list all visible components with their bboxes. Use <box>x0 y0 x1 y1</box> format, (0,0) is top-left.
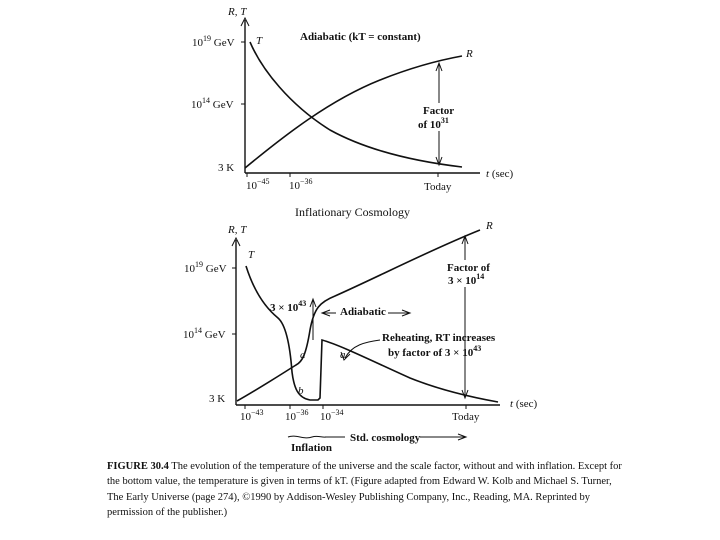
bottom-inflation-wave <box>288 436 326 438</box>
bottom-T-label: T <box>248 249 255 261</box>
bottom-adiabatic-label: Adiabatic <box>340 306 386 318</box>
top-x-tick-1-label: $10^{-45}$ <box>246 177 270 192</box>
bottom-marker-a2: a <box>340 349 346 361</box>
bottom-chart <box>183 220 538 454</box>
figure-caption <box>107 459 627 521</box>
bottom-R-label: R <box>486 220 493 232</box>
top-chart <box>191 6 514 193</box>
bottom-marker-a1: a <box>300 349 306 361</box>
top-factor-line2: of $10^{31}$ <box>418 116 449 131</box>
top-T-label: T <box>256 35 263 47</box>
bottom-factor-line2: $3 \times 10^{14}$ <box>448 272 485 287</box>
bottom-inflation-label: Inflation <box>291 442 332 454</box>
bottom-reheat-pointer <box>345 340 380 358</box>
top-title: Adiabatic (kT = constant) <box>300 31 421 43</box>
bottom-y-tick-high-label: $10^{19}$ GeV <box>184 260 227 275</box>
bottom-std-cosmology-label: Std. cosmology <box>350 432 421 444</box>
top-y-axis-label: R, T <box>228 6 247 18</box>
top-x-axis-label: t (sec) <box>486 168 514 180</box>
bottom-y-axis-label: R, T <box>228 224 247 236</box>
bottom-x-tick-2-label: $10^{-36}$ <box>285 408 309 423</box>
bottom-factor-line1: Factor of <box>447 262 490 274</box>
bottom-label-3x1043: $3 \times 10^{43}$ <box>270 299 307 314</box>
bottom-x-tick-3-label: $10^{-34}$ <box>320 408 344 423</box>
bottom-y-tick-mid-label: $10^{14}$ GeV <box>183 326 226 341</box>
bottom-x-axis-label: t (sec) <box>510 398 538 410</box>
top-x-tick-2-label: $10^{-36}$ <box>289 177 313 192</box>
top-R-label: R <box>466 48 473 60</box>
top-y-tick-high-label: $10^{19}$ GeV <box>192 34 235 49</box>
bottom-reheat-line2: by factor of $3 \times 10^{43}$ <box>388 344 482 359</box>
bottom-reheat-line1: Reheating, RT increases <box>382 332 496 344</box>
inflationary-cosmology-title: Inflationary Cosmology <box>295 205 410 219</box>
top-y-tick-low-label: 3 K <box>218 162 235 174</box>
bottom-x-tick-1-label: $10^{-43}$ <box>240 408 264 423</box>
bottom-x-tick-today-label: Today <box>452 411 480 423</box>
caption-figure-number: FIGURE 30.4 <box>107 461 169 472</box>
top-factor-line1: Factor <box>423 105 455 117</box>
bottom-marker-b: b <box>298 385 304 397</box>
top-x-tick-today-label: Today <box>424 181 452 193</box>
bottom-y-tick-low-label: 3 K <box>209 393 226 405</box>
caption-text: The evolution of the temperature of the universe and the scale factor, without and with inflation. Except for the bottom value, the temperature is given in terms of kT. (Figure adapted from Edward W. Kolb and Michael S. Turner, The Early Universe (page 274), ©1990 by Addison-Wesley Publishing Company, Inc., Reading, MA. Reprinted by permission of the publisher.) <box>107 461 622 519</box>
top-y-tick-mid-label: $10^{14}$ GeV <box>191 96 234 111</box>
